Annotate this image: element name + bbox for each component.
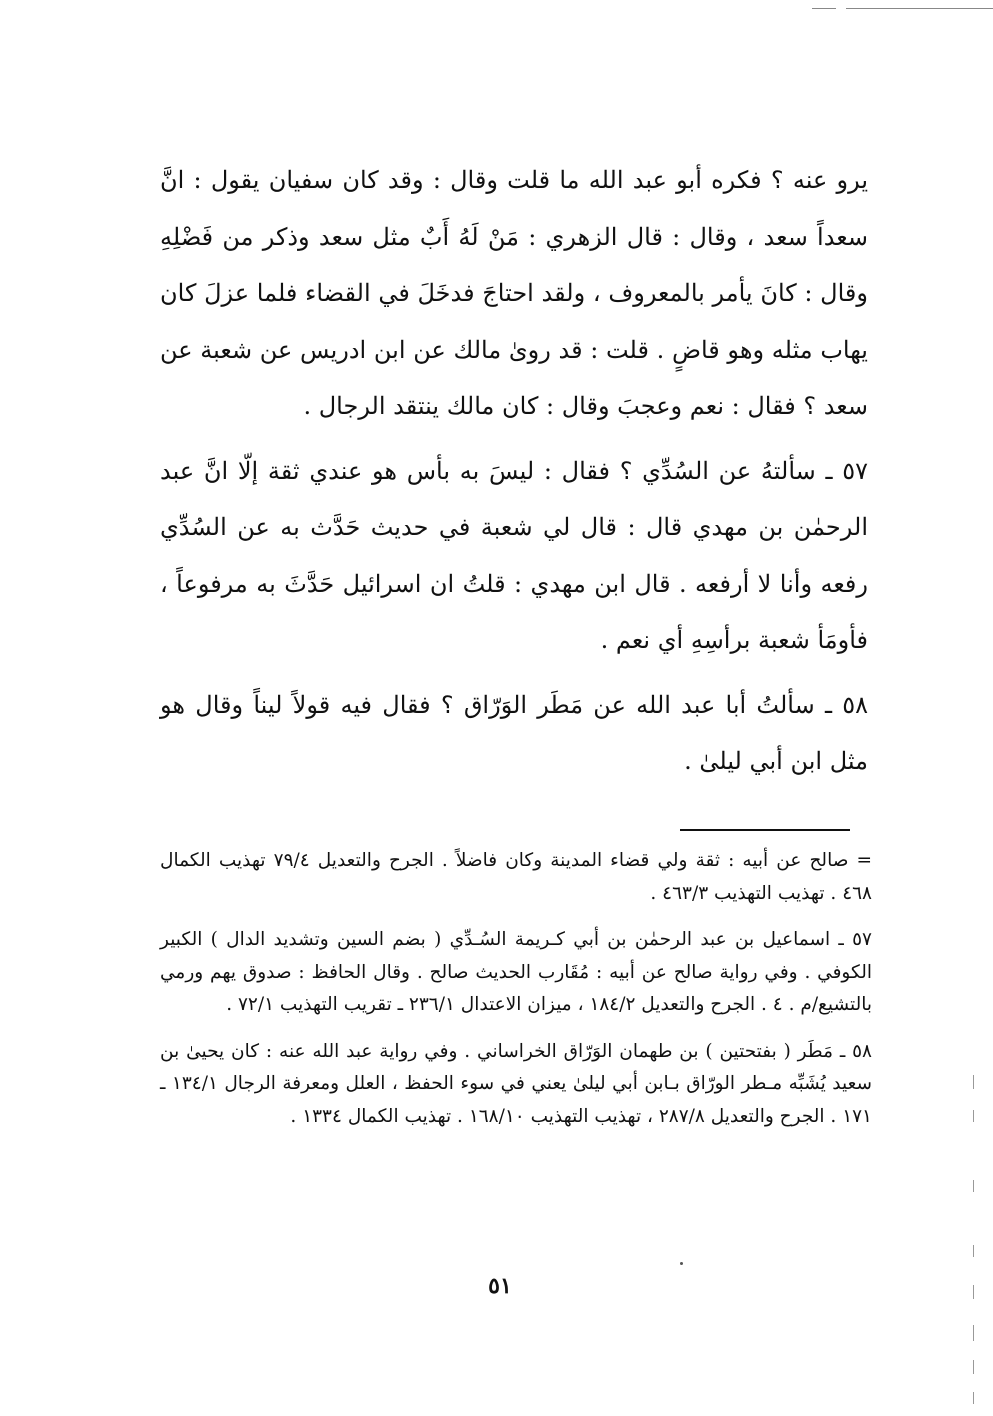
margin-mark bbox=[973, 1180, 974, 1192]
margin-mark bbox=[973, 1075, 974, 1089]
body-paragraph: ٥٨ ـ سألتُ أبا عبد الله عن مَطَر الوَرّاق ؟ فقال فيه قولاً ليناً وقال هو مثل ابن أبي ليلىٰ . bbox=[160, 690, 868, 775]
stray-dot bbox=[680, 1262, 683, 1265]
margin-mark bbox=[973, 1325, 974, 1341]
body-paragraph: ٥٧ ـ سألتهُ عن السُدِّي ؟ فقال : ليسَ به بأس هو عندي ثقة إلّا انَّ عبد الرحمٰن بن مهدي قال : قال لي شعبة في حديث حَدَّث به عن السُدِّي رفعه وأنا لا أرفعه . قال ابن مهدي : قلتُ ان اسرائيل حَدَّثَ به مرفوعاً ، فأومَأ شعبة برأسِهِ أي نعم . bbox=[160, 456, 868, 654]
body-paragraph: يرو عنه ؟ فكره أبو عبد الله ما قلت وقال : وقد كان سفيان يقول : انَّ سعداً سعد ، وقال : قال الزهري : مَنْ لَهُ أَبٌ مثل سعد وذكر من فَضْلِهِ وقال : كانَ يأمر بالمعروف ، ولقد احتاجَ فدخَلَ في القضاء فلما عزلَ كان يهاب مثله وهو قاضٍ . قلت : قد روىٰ مالك عن ابن ادريس عن شعبة عن سعد ؟ فقال : نعم وعجبَ وقال : كان مالك ينتقد الرجال . bbox=[160, 166, 868, 420]
margin-mark bbox=[973, 1245, 974, 1257]
footnote-separator bbox=[680, 829, 850, 831]
margin-mark bbox=[973, 1360, 974, 1374]
footnotes bbox=[160, 845, 872, 1133]
corner-mark-short bbox=[812, 8, 836, 9]
footnote: ٥٧ ـ اسماعيل بن عبد الرحمٰن بن أبي كـريمة السُـدِّي ( بضم السين وتشديد الدال ) الكبير الكوفي . وفي رواية صالح عن أبيه : مُقَارب الحديث صالح . وقال الحافظ : صدوق يهم ورمي بالتشيع/م . ٤ . الجرح والتعديل ١٨٤/٢ ، ميزان الاعتدال ٢٣٦/١ ـ تقريب التهذيب ٧٢/١ . bbox=[160, 929, 872, 1015]
margin-mark bbox=[973, 1392, 974, 1404]
margin-mark bbox=[973, 1110, 974, 1122]
main-text bbox=[160, 152, 868, 790]
footnote: = صالح عن أبيه : ثقة ولي قضاء المدينة وكان فاضلاً . الجرح والتعديل ٧٩/٤ تهذيب الكمال ٤٦٨ . تهذيب التهذيب ٤٦٣/٣ . bbox=[160, 850, 872, 904]
page-number: ٥١ bbox=[488, 1273, 512, 1299]
footnote: ٥٨ ـ مَطَر ( بفتحتين ) بن طهمان الوَرّاق الخراساني . وفي رواية عبد الله عنه : كان يحيىٰ بن سعيد يُشَبِّه مـطر الورّاق بـابن أبي ليلىٰ يعني في سوء الحفظ ، العلل ومعرفة الرجال ١٣٤/١ ـ ١٧١ . الجرح والتعديل ٢٨٧/٨ ، تهذيب التهذيب ١٦٨/١٠ . تهذيب الكمال ١٣٣٤ . bbox=[160, 1040, 872, 1127]
margin-mark bbox=[973, 1285, 974, 1299]
corner-mark-long bbox=[846, 8, 993, 9]
